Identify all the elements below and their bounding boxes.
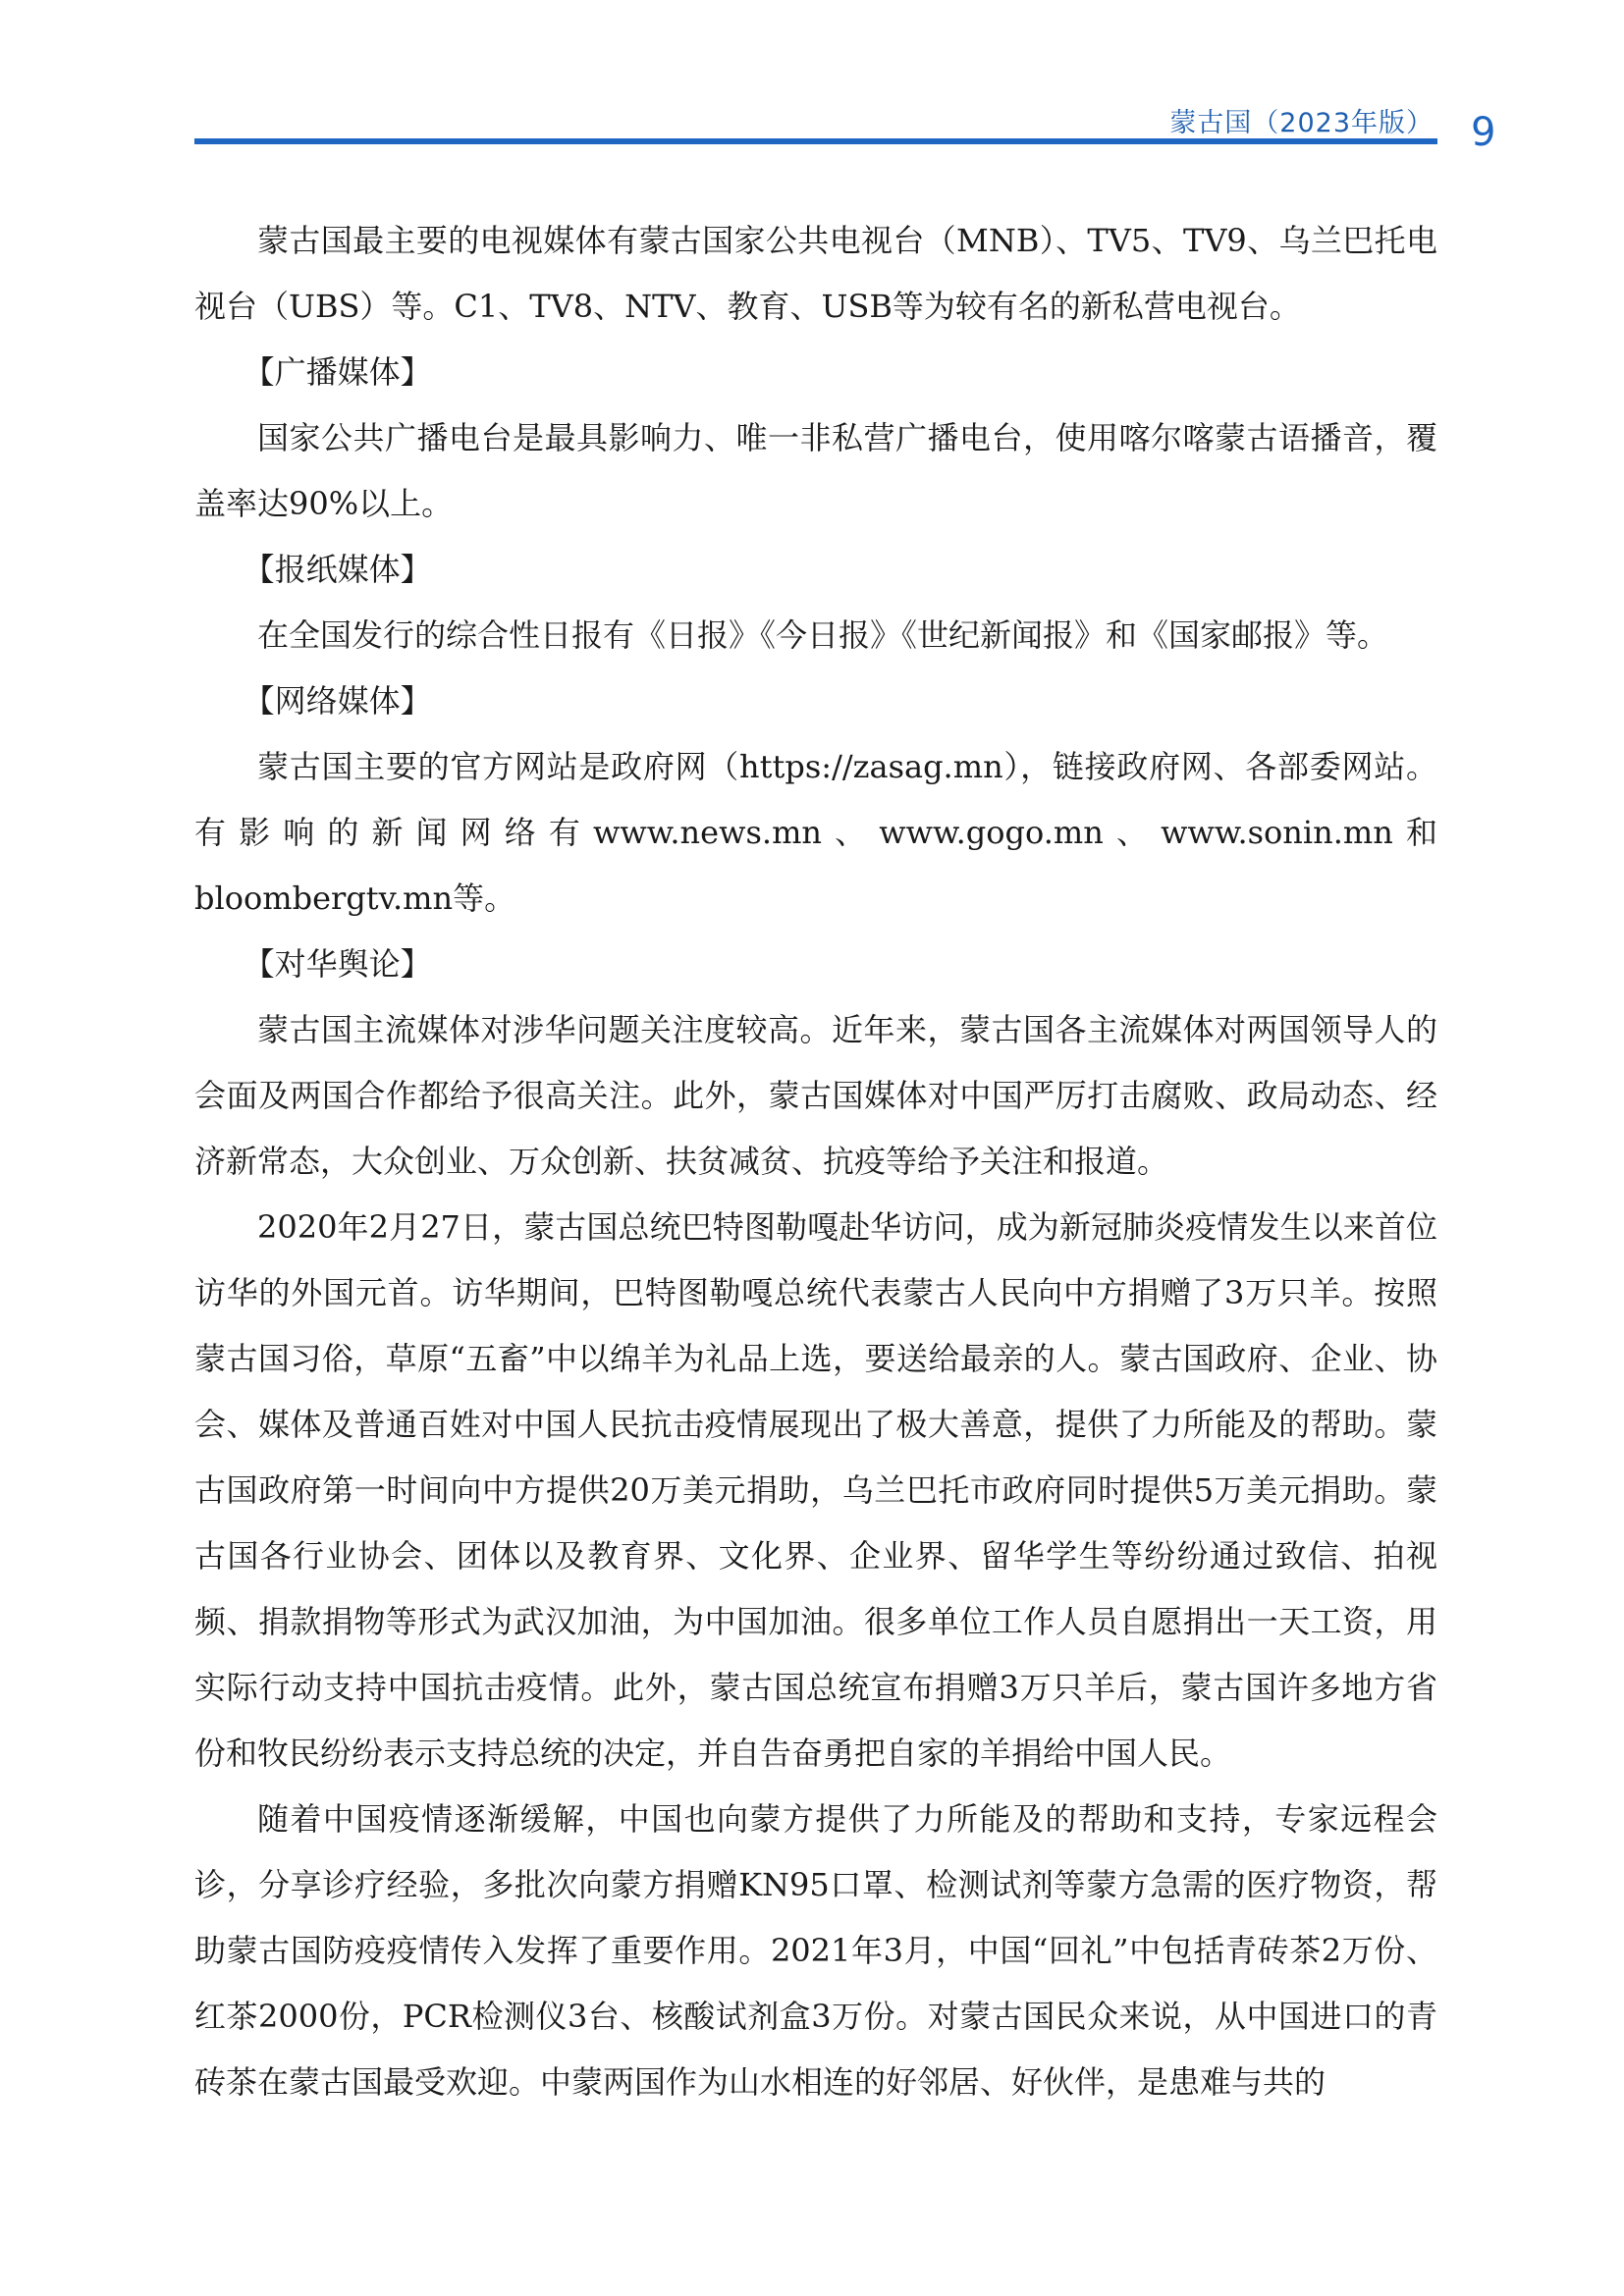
- section-heading-broadcast: 【广播媒体】: [243, 353, 432, 391]
- page-number: 9: [1471, 110, 1496, 155]
- header-rule: [194, 138, 1437, 144]
- section-heading-internet: 【网络媒体】: [243, 682, 432, 720]
- running-header-title: 蒙古国（2023年版）: [1169, 108, 1434, 138]
- paragraph-tv-media: 蒙古国最主要的电视媒体有蒙古国家公共电视台（MNB）、TV5、TV9、乌兰巴托电视台（UBS）等。C1、TV8、NTV、教育、USB等为较有名的新私营电视台。: [194, 222, 1437, 325]
- section-heading-opinion: 【对华舆论】: [243, 945, 432, 983]
- paragraph-2020-visit: 2020年2月27日，蒙古国总统巴特图勒嘎赴华访问，成为新冠肺炎疫情发生以来首位访华的外国元首。访华期间，巴特图勒嘎总统代表蒙古人民向中方捐赠了3万只羊。按照蒙古国习俗，草原“五畜”中以绵羊为礼品上选，要送给最亲的人。蒙古国政府、企业、协会、媒体及普通百姓对中国人民抗击疫情展现出了极大善意，提供了力所能及的帮助。蒙古国政府第一时间向中方提供20万美元捐助，乌兰巴托市政府同时提供5万美元捐助。蒙古国各行业协会、团体以及教育界、文化界、企业界、留华学生等纷纷通过致信、拍视频、捐款捐物等形式为武汉加油，为中国加油。很多单位工作人员自愿捐出一天工资，用实际行动支持中国抗击疫情。此外，蒙古国总统宣布捐赠3万只羊后，蒙古国许多地方省份和牧民纷纷表示支持总统的决定，并自告奋勇把自家的羊捐给中国人民。: [194, 1208, 1437, 1772]
- paragraph-newspaper: 在全国发行的综合性日报有《日报》《今日报》《世纪新闻报》和《国家邮报》等。: [257, 616, 1389, 654]
- section-heading-newspaper: 【报纸媒体】: [243, 551, 432, 588]
- page-content: [194, 208, 1437, 2115]
- paragraph-china-assistance: 随着中国疫情逐渐缓解，中国也向蒙方提供了力所能及的帮助和支持，专家远程会诊，分享诊疗经验，多批次向蒙方捐赠KN95口罩、检测试剂等蒙方急需的医疗物资，帮助蒙古国防疫疫情传入发挥了重要作用。2021年3月，中国“回礼”中包括青砖茶2万份、红茶2000份，PCR检测仪3台、核酸试剂盒3万份。对蒙古国民众来说，从中国进口的青砖茶在蒙古国最受欢迎。中蒙两国作为山水相连的好邻居、好伙伴，是患难与共的: [194, 1800, 1437, 2101]
- paragraph-internet: 蒙古国主要的官方网站是政府网（https://zasag.mn），链接政府网、各部委网站。有影响的新闻网络有www.news.mn、www.gogo.mn、www.sonin.mn和bloombergtv.mn等。: [194, 748, 1437, 917]
- paragraph-opinion: 蒙古国主流媒体对涉华问题关注度较高。近年来，蒙古国各主流媒体对两国领导人的会面及两国合作都给予很高关注。此外，蒙古国媒体对中国严厉打击腐败、政局动态、经济新常态，大众创业、万众创新、扶贫减贫、抗疫等给予关注和报道。: [194, 1011, 1437, 1180]
- paragraph-broadcast: 国家公共广播电台是最具影响力、唯一非私营广播电台，使用喀尔喀蒙古语播音，覆盖率达90%以上。: [194, 419, 1437, 522]
- page-header: [0, 0, 1624, 167]
